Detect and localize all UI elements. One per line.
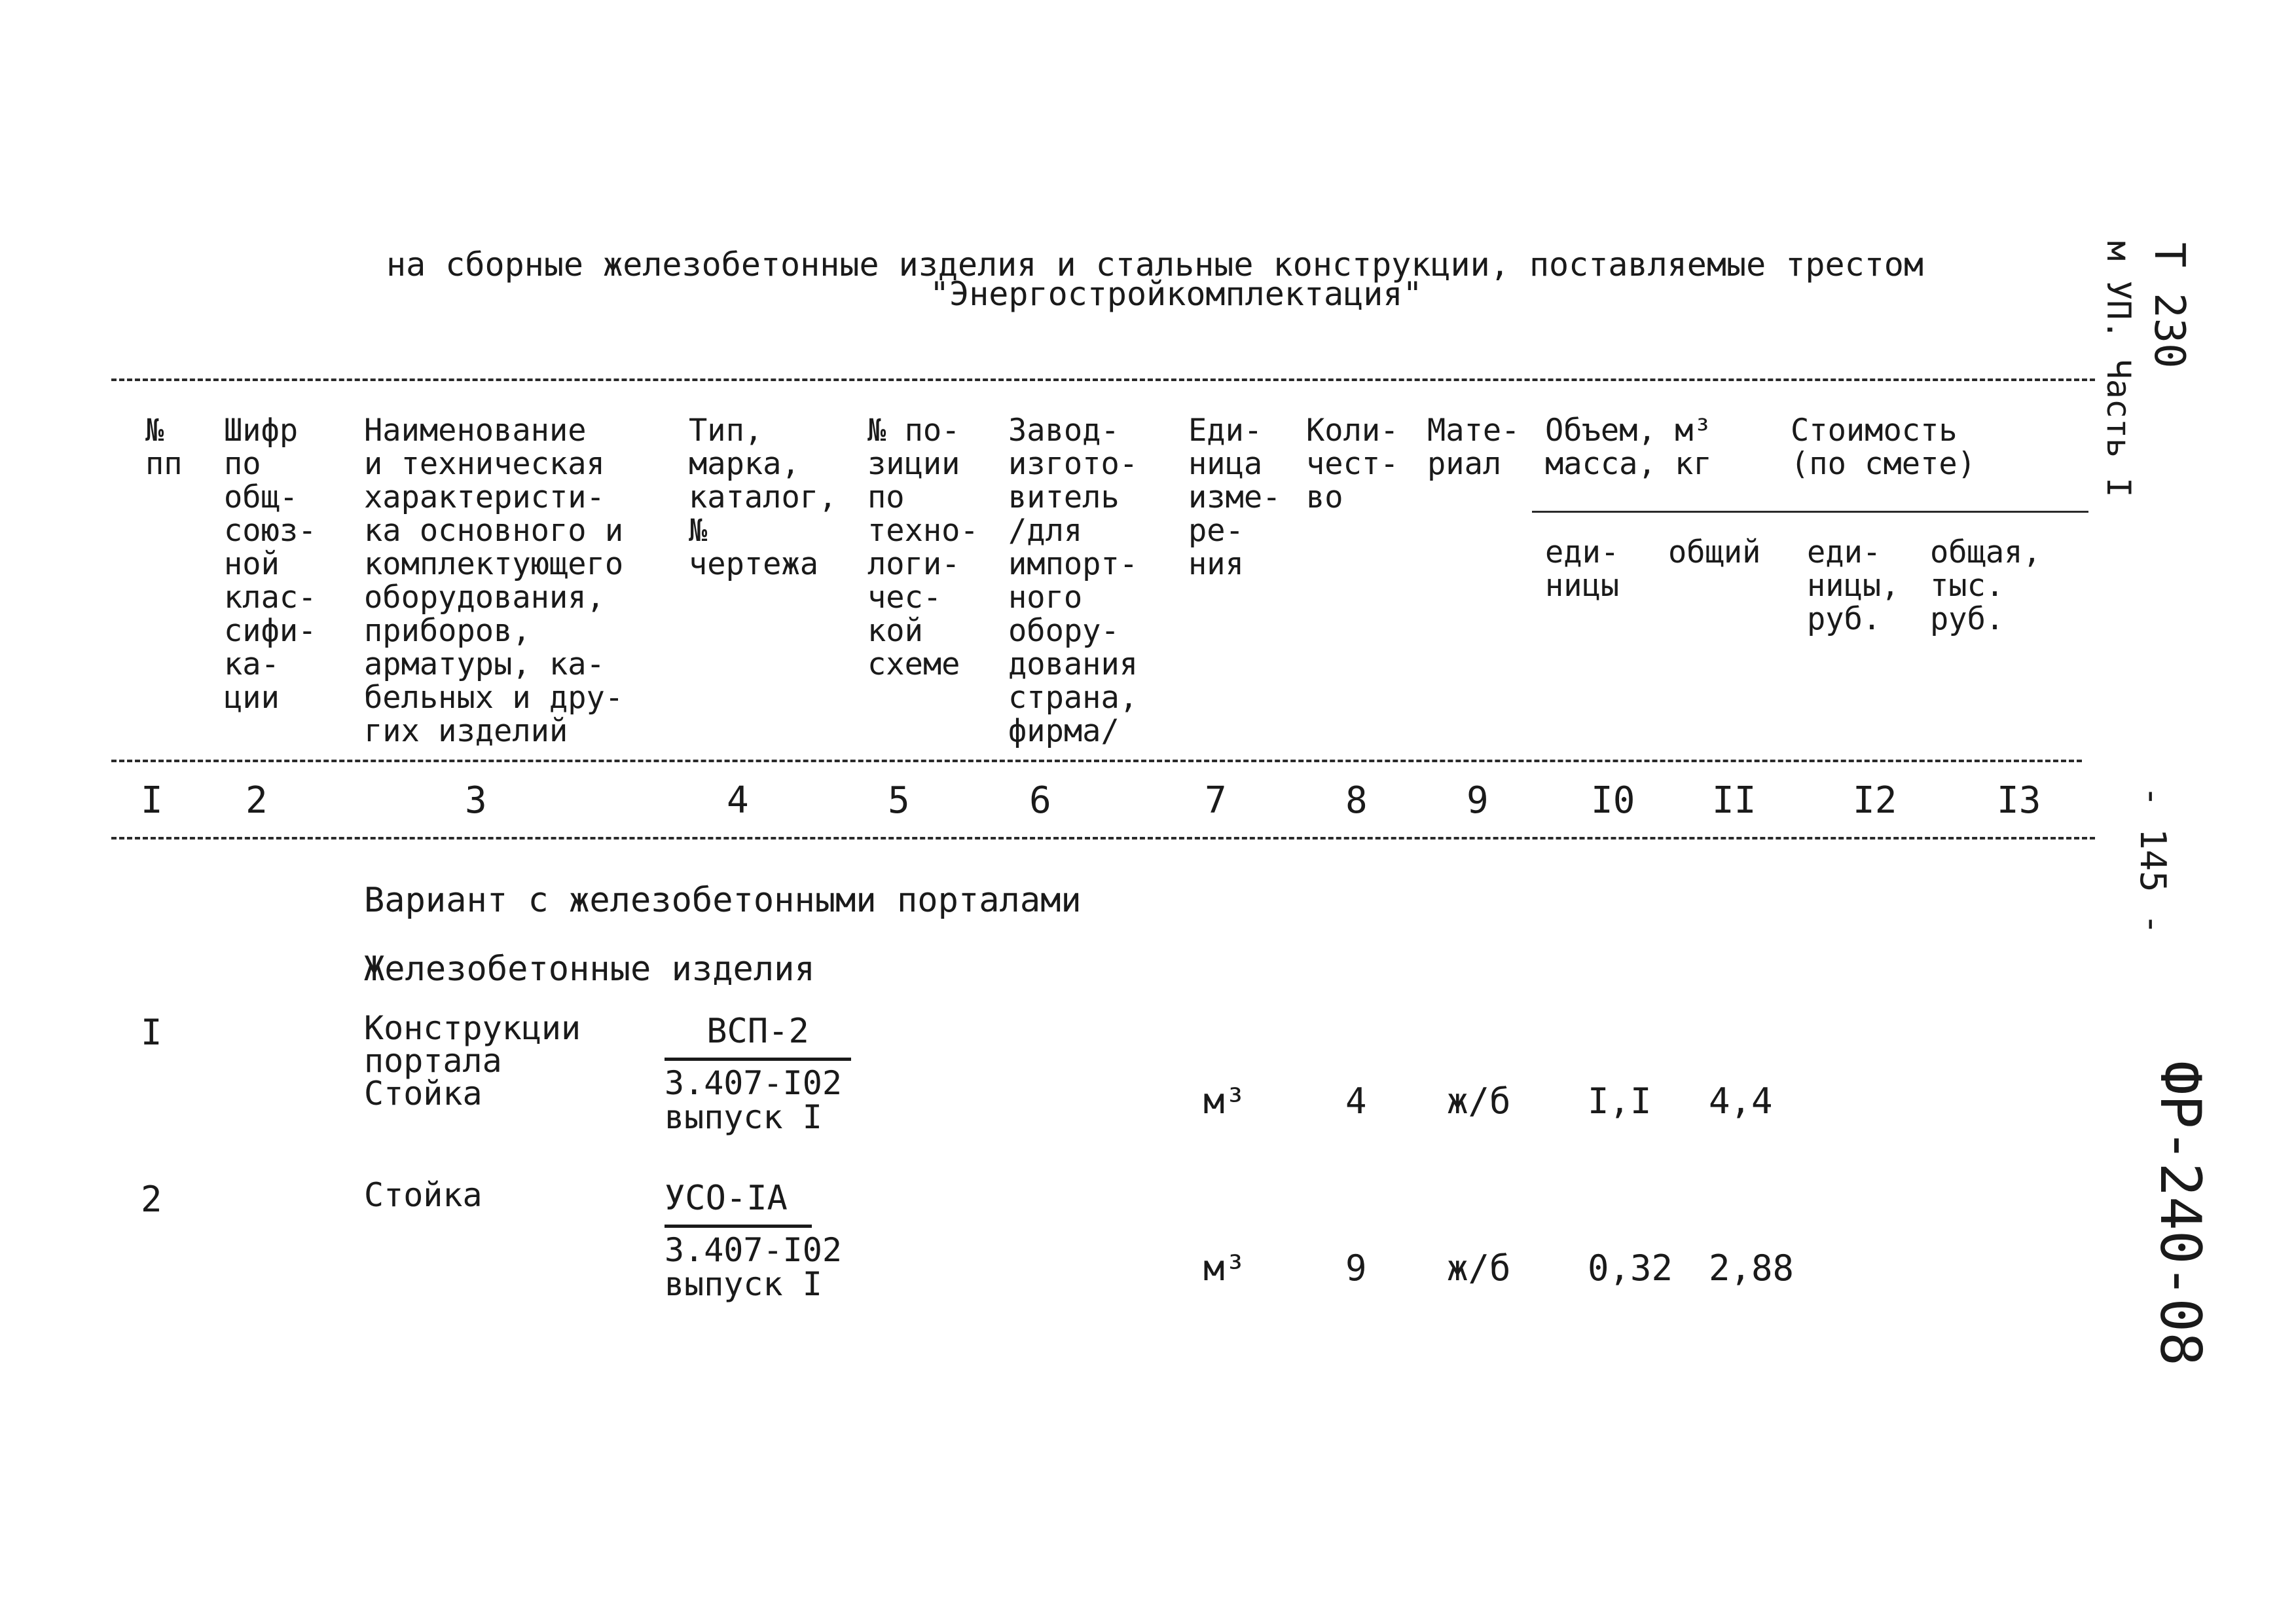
col-header-4: Тип, марка, каталог, № чертежа <box>689 413 837 582</box>
col-header-9: Мате- риал <box>1427 413 1520 482</box>
row-name: Стойка <box>364 1176 483 1214</box>
header-bottom-rule <box>111 760 2082 762</box>
col-header-13: общая, тыс. руб. <box>1930 534 2041 637</box>
type-fraction <box>665 1012 851 1134</box>
margin-doc-ref: Т 230 <box>2145 242 2193 369</box>
col-header-12: еди- ницы, руб. <box>1807 534 1900 637</box>
unit: м³ <box>1203 1080 1247 1122</box>
group-subrule <box>1532 511 2088 513</box>
col-number-8: 8 <box>1345 779 1368 822</box>
col-header-6: Завод- изгото- витель /для импорт- ного обору- дования страна, фирма/ <box>1008 413 1139 749</box>
col-number-11: II <box>1712 779 1757 822</box>
doc-title-line2: "Энергостройкомплектация" <box>930 275 1423 313</box>
row-number: 2 <box>141 1179 162 1220</box>
quantity: 4 <box>1345 1080 1367 1122</box>
fraction-bar <box>665 1058 851 1061</box>
section-variant: Вариант с железобетонными порталами <box>364 881 1082 920</box>
material: ж/б <box>1447 1080 1511 1122</box>
col-header-10: еди- ницы <box>1545 534 1620 604</box>
type-mark: УСО-IА <box>665 1179 788 1218</box>
col-number-5: 5 <box>888 779 910 822</box>
volume-unit: I,I <box>1588 1080 1652 1122</box>
col-number-10: I0 <box>1591 779 1635 822</box>
margin-form-code: ФР-240-08 <box>2147 1061 2213 1366</box>
doc-title-line1: на сборные железобетонные изделия и стальные конструкции, поставляемые трестом <box>386 246 1923 284</box>
col-number-12: I2 <box>1853 779 1897 822</box>
row-name: Конструкции портала Стойка <box>364 1009 581 1113</box>
col-header-3: Наименование и техническая характеристи- ка основного и комплектующего оборудования, приборов, арматуры, ка- бельных и дру- гих изделий <box>364 413 624 749</box>
col-header-2: Шифр по общ- союз- ной клас- сифи- ка- ции <box>224 413 317 716</box>
col-header-1: № пп <box>145 413 183 482</box>
margin-page-number: - 145 - <box>2132 786 2174 935</box>
group-header-volume: Объем, м³ масса, кг <box>1545 413 1712 482</box>
col-number-6: 6 <box>1029 779 1051 822</box>
type-fraction <box>665 1179 842 1303</box>
col-number-1: I <box>141 779 163 822</box>
col-header-11: общий <box>1668 534 1761 570</box>
col-number-7: 7 <box>1205 779 1227 822</box>
col-header-8: Коли- чест- во <box>1306 413 1399 515</box>
fraction-bar <box>665 1225 812 1228</box>
header-top-rule <box>111 378 2095 381</box>
volume-total: 4,4 <box>1709 1080 1773 1122</box>
volume-total: 2,88 <box>1709 1247 1795 1289</box>
col-header-5: № по- зиции по техно- логи- чес- кой схеме <box>867 413 979 682</box>
col-number-13: I3 <box>1997 779 2041 822</box>
group-header-cost: Стоимость (по смете) <box>1791 413 1976 482</box>
type-mark: ВСП-2 <box>706 1012 809 1051</box>
col-number-3: 3 <box>465 779 487 822</box>
material: ж/б <box>1447 1247 1511 1289</box>
quantity: 9 <box>1345 1247 1367 1289</box>
row-number: I <box>141 1012 162 1053</box>
col-number-2: 2 <box>246 779 268 822</box>
margin-part: м УП. Часть I <box>2100 241 2138 498</box>
col-number-4: 4 <box>727 779 749 822</box>
col-header-7: Еди- ница изме- ре- ния <box>1188 413 1281 582</box>
volume-unit: 0,32 <box>1588 1247 1673 1289</box>
col-number-9: 9 <box>1467 779 1489 822</box>
section-subsection: Железобетонные изделия <box>364 950 815 989</box>
unit: м³ <box>1203 1247 1247 1289</box>
catalog-number: 3.407-I02 выпуск I <box>665 1064 842 1136</box>
catalog-number: 3.407-I02 выпуск I <box>665 1231 842 1303</box>
numbers-bottom-rule <box>111 837 2095 840</box>
